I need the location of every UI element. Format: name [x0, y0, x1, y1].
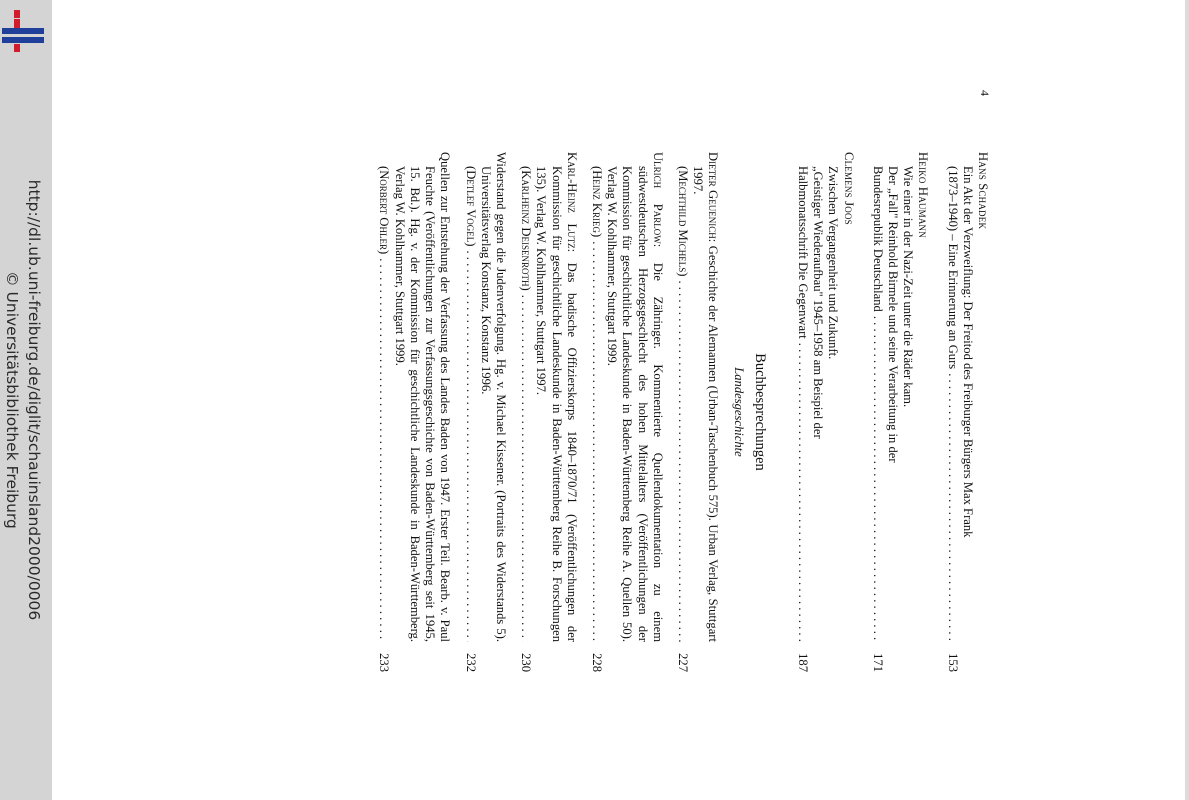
reviewer-name: (Heinz Krieg)	[589, 166, 604, 238]
toc-author: Clemens Joos	[841, 152, 856, 225]
review-entry	[518, 152, 579, 672]
reviewer-name: (Detlef Vogel)	[463, 166, 478, 247]
toc-author: Heiko Haumann	[916, 152, 931, 238]
review-author: Dieter Geuenich	[706, 152, 721, 239]
review-page-number: 228	[589, 653, 604, 672]
dot-leader	[944, 373, 959, 644]
dot-leader	[462, 251, 477, 643]
section-subtitle: Landesgeschichte	[731, 367, 746, 457]
page-edge	[1185, 0, 1189, 800]
toc-entry	[795, 152, 856, 672]
review-entry	[675, 152, 721, 672]
review-text	[392, 152, 453, 642]
reviewer-name: (Mechthild Michels)	[675, 166, 690, 277]
toc-page-number: 171	[870, 653, 885, 672]
toc-line	[795, 152, 810, 672]
dot-leader	[795, 343, 810, 644]
review-line	[376, 152, 391, 642]
toc-entry	[870, 152, 931, 672]
toc-line-text: Wie einer in der Nazi-Zeit unter die Räder kam.	[901, 166, 916, 408]
dot-leader	[376, 258, 391, 642]
toc-line-text: (1873–1940) – Eine Erinnerung an Gurs	[945, 166, 960, 370]
review-body: : Geschichte der Alemannen (Urban-Taschenbuch 575). Urban Verlag, Stuttgart 1997.	[691, 166, 721, 643]
toc-page-number: 187	[795, 653, 810, 672]
reviewer-name: (Norbert Ohler)	[377, 166, 392, 255]
review-line	[462, 152, 477, 642]
review-body: Widerstand gegen die Judenverfolgung. Hg. v. Michael Kissener. (Portraits des Widerstands 5). Universitätsverlag Konstanz, Konstanz 1996.	[478, 152, 508, 642]
review-entry	[589, 152, 665, 672]
review-author: Ulrich Parlow	[650, 152, 665, 244]
review-line	[675, 152, 690, 642]
toc-line	[870, 152, 885, 672]
review-text	[478, 152, 508, 642]
dot-leader	[518, 295, 533, 642]
toc-line	[810, 152, 825, 672]
review-page-number: 230	[519, 653, 534, 672]
toc-line-text: „Geistiger Wiederaufbau" 1945–1958 am Beispiel der	[811, 166, 826, 439]
review-text	[690, 152, 720, 642]
review-page-number: 233	[377, 653, 392, 672]
review-text	[533, 152, 579, 642]
toc-page-number: 153	[945, 653, 960, 672]
review-body: Quellen zur Entstehung der Verfassung des Landes Baden von 1947. Erster Teil. Bearb. v. Paul Feuchte (Veröffentlichungen zur Verfassungsgeschichte von Baden-Württemberg seit 1945, 15. Bd.). Hg. v. der Kommission für geschichtliche Landeskunde in Baden-Württemberg. Verlag W. Kohlhammer, Stuttgart 1999.	[392, 152, 453, 642]
toc-line	[885, 152, 900, 672]
toc-line-text: Zwischen Vergangenheit und Zukunft.	[826, 166, 841, 360]
review-page-number: 232	[463, 653, 478, 672]
toc-line	[900, 152, 915, 672]
review-body: : Das badische Offizierskorps 1840–1870/71 (Veröffentlichungen der Kommission für geschichtliche Landeskunde in Baden-Württemberg Reihe B. Forschungen 135). Verlag W. Kohlhammer, Stuttgart 1997.	[534, 166, 579, 642]
dot-leader	[589, 241, 604, 642]
copyright-notice: © Universitätsbibliothek Freiburg	[3, 271, 21, 529]
logo-bar-red-top	[14, 10, 20, 18]
scanned-page	[250, 90, 992, 672]
toc-entry	[944, 152, 990, 672]
reviewer-name: (Karlheinz Deisenroth)	[519, 166, 534, 291]
review-text	[604, 152, 665, 642]
review-author: Karl-Heinz Lutz	[564, 152, 579, 249]
toc-line	[825, 152, 840, 672]
review-line	[589, 152, 604, 642]
review-page-number: 227	[675, 653, 690, 672]
toc-line-text: Halbmonatsschrift Die Gegenwart	[795, 166, 810, 339]
toc-line-text: Ein Akt der Verzweiflung: Der Freitod des Freiburger Bürgers Max Frank	[960, 166, 975, 538]
review-entry	[462, 152, 508, 672]
dot-leader	[675, 280, 690, 642]
toc-line	[944, 152, 959, 672]
sidebar-caption	[3, 20, 44, 780]
page-number: 4	[978, 90, 992, 96]
toc-line	[960, 152, 975, 672]
section-title: Buchbesprechungen	[751, 353, 768, 471]
review-body: : Die Zähringer. Kommentierte Quellendokumentation zu einem südwestdeutschen Herzogsgeschlecht des hohen Mittelalters (Veröffentlichungen der Kommission für geschichtliche Landeskunde in Baden-Württemberg Reihe A. Quellen 50). Verlag W. Kohlhammer, Stuttgart 1999.	[605, 166, 665, 642]
review-entry	[376, 152, 452, 672]
source-url[interactable]: http://dl.ub.uni-freiburg.de/diglit/schauinsland2000/0006	[25, 179, 43, 621]
toc-line-text: Der „Fall" Reinhold Birmele und seine Verarbeitung in der	[885, 166, 900, 463]
viewer-sidebar	[0, 0, 52, 800]
dot-leader	[870, 316, 885, 644]
review-line	[518, 152, 533, 642]
toc-author: Hans Schadek	[976, 152, 990, 230]
toc-line-text: Bundesrepublik Deutschland	[870, 166, 885, 312]
